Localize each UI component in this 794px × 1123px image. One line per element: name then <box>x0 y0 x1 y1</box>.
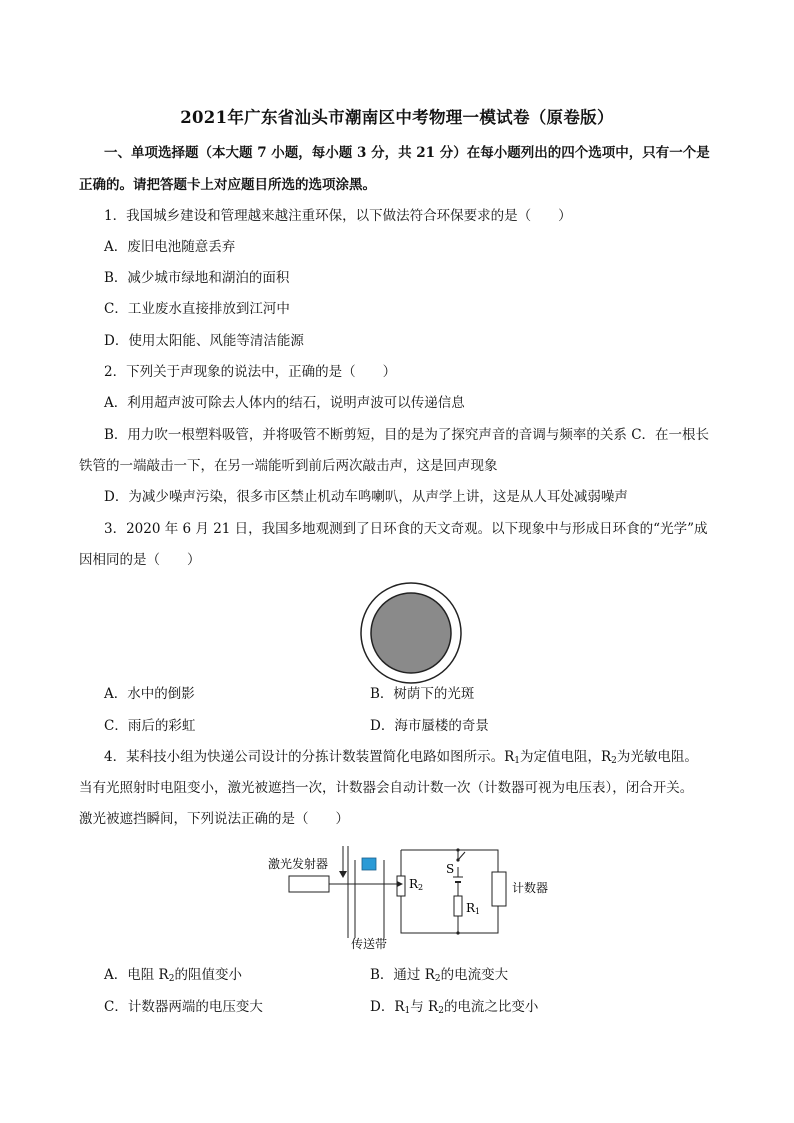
circuit-diagram <box>260 840 560 955</box>
q4-stem-line2: 当有光照射时电阻变小，激光被遮挡一次，计数器会自动计数一次（计数器可视为电压表），闭合开关。 <box>79 780 694 796</box>
q4-stem-part-c: 为光敏电阻。 <box>616 749 698 765</box>
eclipse-figure <box>358 580 464 686</box>
q3-option-c: C．雨后的彩虹 <box>104 718 196 734</box>
q4-option-b-part2: 的电流变大 <box>440 967 509 983</box>
eclipse-moon-disk <box>371 593 451 673</box>
laser-emitter-label: 激光发射器 <box>268 857 329 871</box>
package-box <box>362 858 376 870</box>
q4-option-a <box>104 965 242 989</box>
laser-emitter-box <box>289 876 329 892</box>
q4-option-a-sub: 2 <box>168 974 175 984</box>
counter-box <box>492 872 506 906</box>
q1-option-a: A．废旧电池随意丢弃 <box>104 239 236 255</box>
q3-option-d: D．海市蜃楼的奇景 <box>370 718 489 734</box>
q4-option-d <box>370 997 538 1021</box>
q4-option-d-part1: D．R <box>370 999 405 1015</box>
section-heading-line1: 一、单项选择题（本大题 7 小题，每小题 3 分，共 21 分）在每小题列出的四个选项中，只有一个是 <box>104 145 710 161</box>
q1-stem: 1．我国城乡建设和管理越来越注重环保，以下做法符合环保要求的是（ ） <box>104 208 572 224</box>
q3-option-a: A．水中的倒影 <box>104 686 195 702</box>
conveyor-belt-label: 传送带 <box>351 937 388 951</box>
q4-option-a-part1: A．电阻 R <box>104 967 169 983</box>
r1-label: R1 <box>466 901 481 916</box>
q4-stem-part-a: 4．某科技小组为快递公司设计的分拣计数装置简化电路如图所示。R <box>104 749 515 765</box>
q4-option-c: C．计数器两端的电压变大 <box>104 999 263 1015</box>
q2-stem: 2．下列关于声现象的说法中，正确的是（ ） <box>104 364 397 380</box>
junction-bottom-dot <box>456 931 459 934</box>
r2-label: R2 <box>409 877 424 892</box>
switch-label: S <box>446 862 455 876</box>
q2-option-a: A．利用超声波可除去人体内的结石，说明声波可以传递信息 <box>104 395 465 411</box>
resistor-r1 <box>454 896 462 916</box>
q4-option-b-sub: 2 <box>434 974 441 984</box>
q3-option-b: B．树荫下的光斑 <box>370 686 475 702</box>
q2-option-b-line2: 铁管的一端敲击一下，在另一端能听到前后两次敲击声，这是回声现象 <box>79 458 498 474</box>
q4-stem-line1 <box>104 747 698 771</box>
q2-option-d: D．为减少噪声污染，很多市区禁止机动车鸣喇叭，从声学上讲，这是从人耳处减弱噪声 <box>104 489 628 505</box>
counter-label: 计数器 <box>512 881 549 895</box>
q4-option-a-part2: 的阻值变小 <box>174 967 242 983</box>
q4-option-d-sub2: 2 <box>438 1006 444 1016</box>
q3-stem-line2: 因相同的是（ ） <box>79 552 201 568</box>
q4-stem-sub-1: 1 <box>514 756 520 766</box>
q4-option-b <box>370 965 508 989</box>
q4-stem-line3: 激光被遮挡瞬间，下列说法正确的是（ ） <box>79 811 349 827</box>
q1-option-d: D．使用太阳能、风能等清洁能源 <box>104 333 304 349</box>
q1-option-b: B．减少城市绿地和湖泊的面积 <box>104 270 290 286</box>
q4-stem-part-b: 为定值电阻，R <box>520 749 612 765</box>
q2-option-b-line1: B．用力吹一根塑料吸管，并将吸管不断剪短，目的是为了探究声音的音调与频率的关系 C．在一根长 <box>104 427 710 443</box>
q4-option-d-part2: 与 R <box>410 999 439 1015</box>
q4-option-d-part3: 的电流之比变小 <box>443 999 539 1015</box>
q3-stem-line1: 3．2020 年 6 月 21 日，我国多地观测到了日环食的天文奇观。以下现象中与形成日环食的“光学”成 <box>104 521 708 537</box>
section-heading-line2: 正确的。请把答题卡上对应题目所选的选项涂黑。 <box>79 177 376 193</box>
q4-stem-sub-2: 2 <box>611 756 617 766</box>
junction-top-dot <box>456 848 459 851</box>
page-title: 2021年广东省汕头市潮南区中考物理一模试卷（原卷版） <box>180 108 614 127</box>
q4-option-d-sub1: 1 <box>404 1006 411 1016</box>
switch-contact-dot <box>456 858 459 861</box>
q4-option-b-part1: B．通过 R <box>370 967 435 983</box>
q1-option-c: C．工业废水直接排放到江河中 <box>104 301 290 317</box>
drop-arrow-head <box>339 871 347 878</box>
